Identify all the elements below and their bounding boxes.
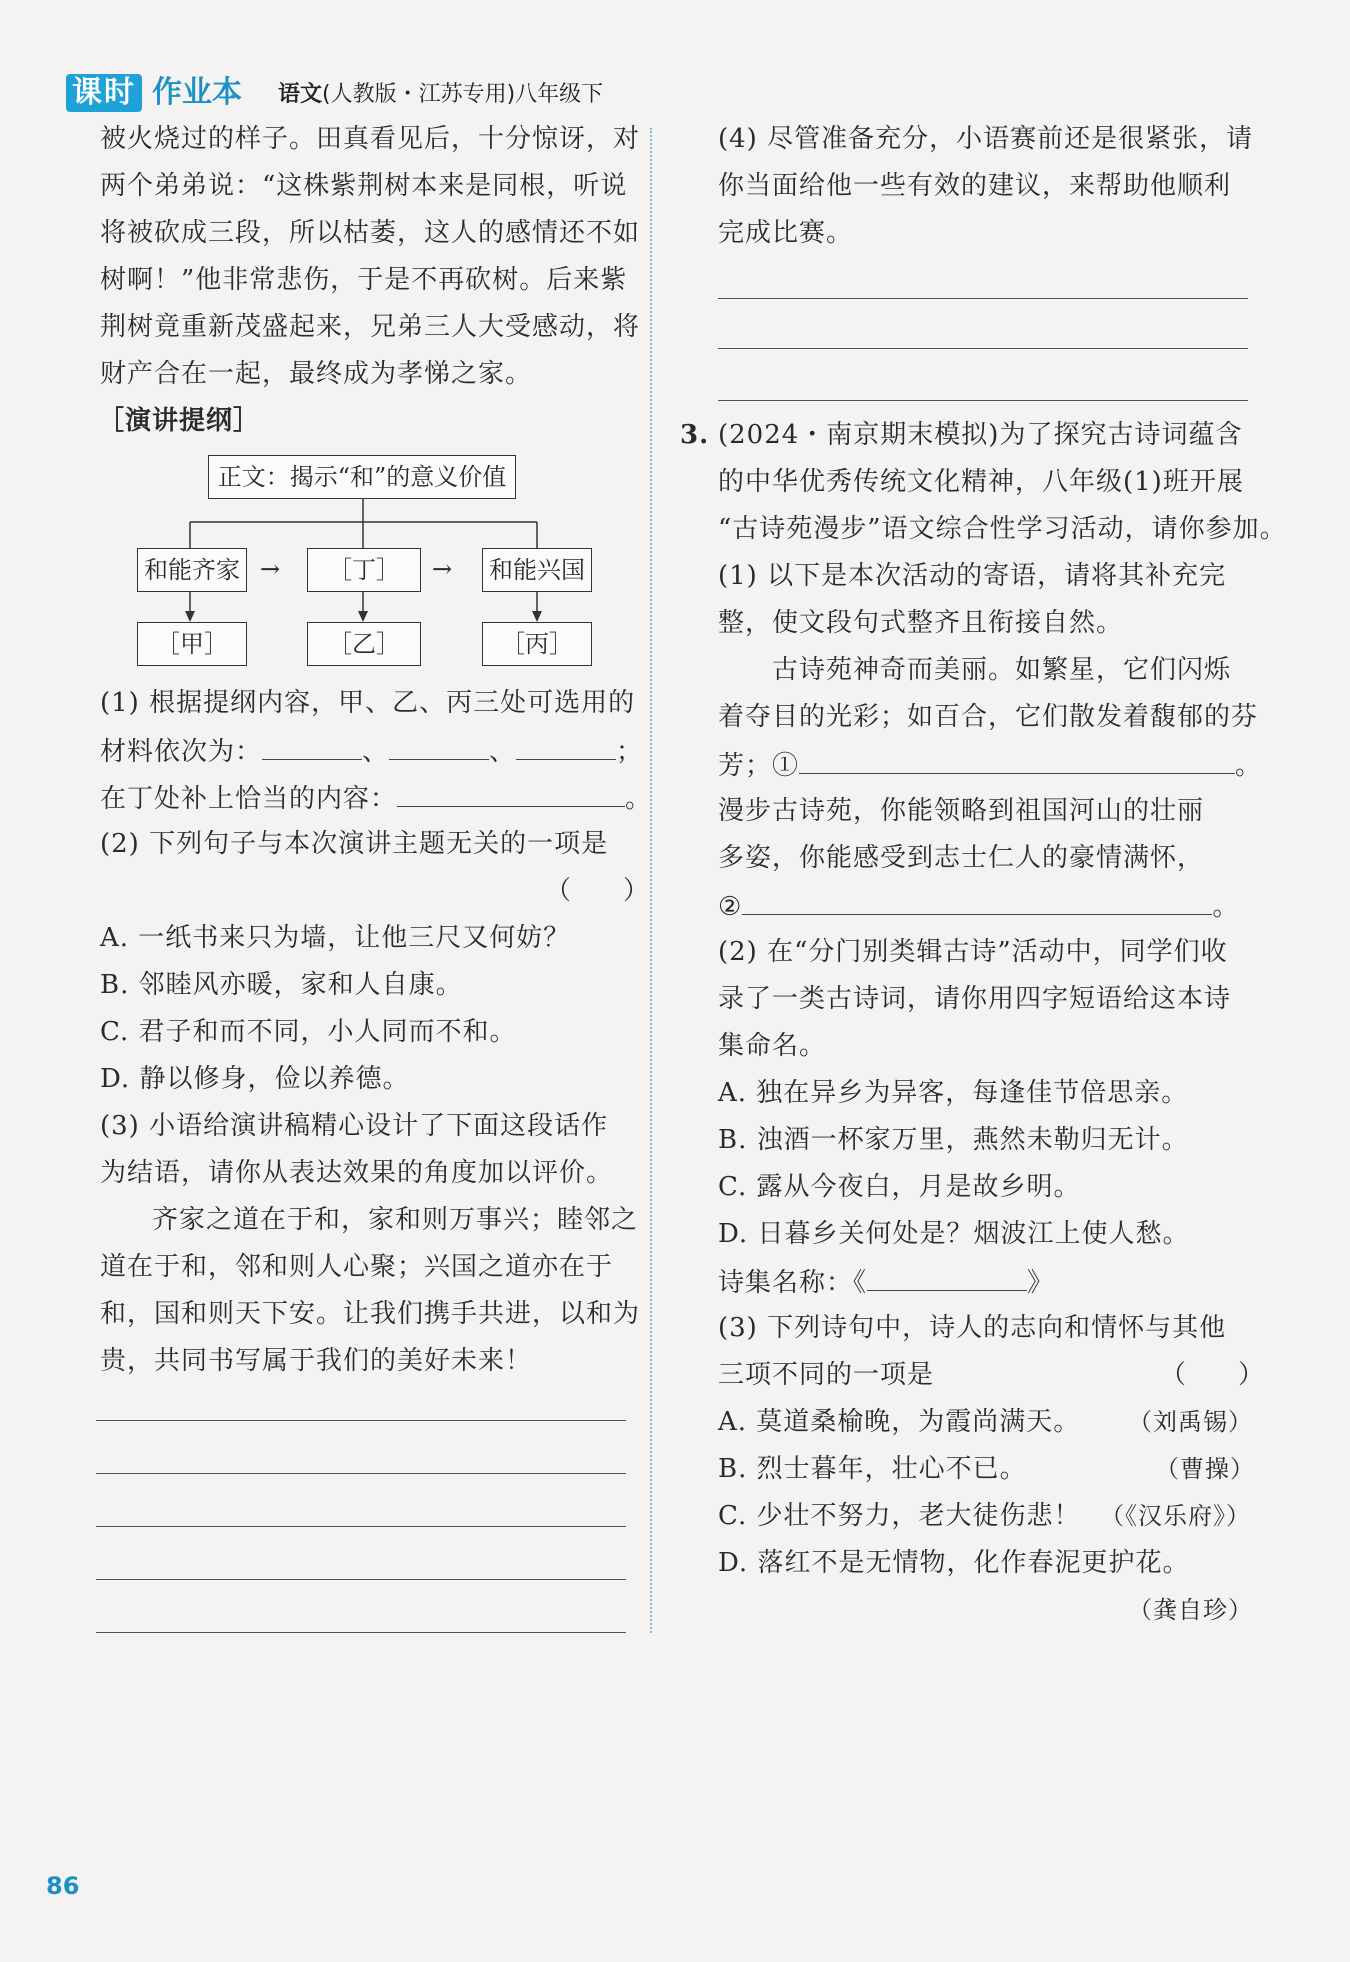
option-source: （龚自珍） bbox=[1128, 1596, 1253, 1624]
semicolon: ； bbox=[616, 737, 644, 767]
separator: 、 bbox=[489, 737, 517, 767]
diagram-box-family: 和能齐家 bbox=[137, 548, 247, 592]
collection-name-blank[interactable] bbox=[867, 1266, 1027, 1291]
quote-line: 齐家之道在于和，家和则万事兴；睦邻之 bbox=[152, 1205, 639, 1235]
diagram-box-bing: ［丙］ bbox=[482, 622, 592, 666]
question-1-ding-prefix: 在丁处补上恰当的内容： bbox=[100, 784, 398, 814]
logo-badge: 课时 bbox=[66, 74, 142, 112]
passage-line: 多姿，你能感受到志士仁人的豪情满怀， bbox=[718, 843, 1205, 873]
passage-line-blank-1 bbox=[718, 749, 1262, 781]
diagram-box-jia: ［甲］ bbox=[137, 622, 247, 666]
answer-paren[interactable]: （ ） bbox=[1160, 1360, 1265, 1390]
diagram-arrow: → bbox=[260, 555, 282, 583]
option-b: B. 烈士暮年，壮心不已。 bbox=[718, 1454, 1027, 1484]
answer-line[interactable] bbox=[718, 348, 1248, 349]
story-line: 被火烧过的样子。田真看见后，十分惊讶，对 bbox=[100, 124, 641, 154]
answer-line[interactable] bbox=[96, 1579, 626, 1580]
option-a: A. 独在异乡为异客，每逢佳节倍思亲。 bbox=[718, 1078, 1189, 1108]
blank-1-prefix: 芳；① bbox=[718, 751, 800, 781]
sub-3-line: (3) 下列诗句中，诗人的志向和情怀与其他 bbox=[718, 1313, 1227, 1343]
sub-1-line: 整，使文段句式整齐且衔接自然。 bbox=[718, 608, 1124, 638]
question-2-line: (2) 下列句子与本次演讲主题无关的一项是 bbox=[100, 829, 609, 859]
edition-label: (人教版・江苏专用)八年级下 bbox=[322, 82, 604, 107]
answer-line[interactable] bbox=[96, 1473, 626, 1474]
answer-line[interactable] bbox=[718, 400, 1248, 401]
option-d: D. 落红不是无情物，化作春泥更护花。 bbox=[718, 1548, 1190, 1578]
answer-line[interactable] bbox=[96, 1526, 626, 1527]
quote-line: 贵，共同书写属于我们的美好未来！ bbox=[100, 1346, 533, 1376]
diagram-top-box: 正文：揭示“和”的意义价值 bbox=[208, 455, 516, 499]
option-d: D. 日暮乡关何处是？烟波江上使人愁。 bbox=[718, 1219, 1190, 1249]
answer-line[interactable] bbox=[718, 298, 1248, 299]
answer-paren[interactable]: （ ） bbox=[545, 876, 650, 906]
diagram-box-nation: 和能兴国 bbox=[482, 548, 592, 592]
sub-2-line: 录了一类古诗词，请你用四字短语给这本诗 bbox=[718, 984, 1232, 1014]
passage-line-blank-2 bbox=[718, 890, 1239, 922]
period: 。 bbox=[1212, 892, 1240, 922]
option-source: （曹操） bbox=[1155, 1455, 1255, 1483]
question-3-number bbox=[680, 420, 709, 450]
diagram-box-ding: ［丁］ bbox=[307, 548, 421, 592]
option-b: B. 邻睦风亦暖，家和人自康。 bbox=[100, 970, 463, 1000]
option-b: B. 浊酒一杯家万里，燕然未勒归无计。 bbox=[718, 1125, 1189, 1155]
option-a: A. 一纸书来只为墙，让他三尺又何妨？ bbox=[100, 923, 571, 953]
answer-blank-yi[interactable] bbox=[389, 735, 489, 760]
question-3-line: 为结语，请你从表达效果的角度加以评价。 bbox=[100, 1158, 614, 1188]
collection-name-suffix: 》 bbox=[1027, 1268, 1055, 1298]
answer-blank-jia[interactable] bbox=[262, 735, 362, 760]
subject-name: 语文 bbox=[278, 82, 323, 107]
brand-title: 作业本 bbox=[152, 75, 242, 110]
option-d: D. 静以修身，俭以养德。 bbox=[100, 1064, 410, 1094]
answer-blank-ding[interactable] bbox=[397, 782, 625, 807]
question-3-intro-line: “古诗苑漫步”语文综合性学习活动，请你参加。 bbox=[718, 514, 1287, 544]
answer-line[interactable] bbox=[96, 1632, 626, 1633]
collection-name-prefix: 诗集名称：《 bbox=[718, 1268, 868, 1298]
sub-3-line: 三项不同的一项是 bbox=[718, 1360, 935, 1390]
option-a: A. 莫道桑榆晚，为霞尚满天。 bbox=[718, 1407, 1081, 1437]
answer-blank-1[interactable] bbox=[799, 749, 1235, 774]
period: 。 bbox=[625, 784, 653, 814]
story-line: 财产合在一起，最终成为孝悌之家。 bbox=[100, 359, 533, 389]
option-source: （《汉乐府》） bbox=[1100, 1502, 1251, 1530]
answer-blank-bing[interactable] bbox=[516, 735, 616, 760]
column-divider bbox=[650, 128, 652, 1633]
option-c: C. 君子和而不同，小人同而不和。 bbox=[100, 1017, 517, 1047]
sub-2-line: 集命名。 bbox=[718, 1031, 827, 1061]
option-c: C. 少壮不努力，老大徒伤悲！ bbox=[718, 1501, 1081, 1531]
question-4-line: 完成比赛。 bbox=[718, 218, 854, 248]
question-4-line: 你当面给他一些有效的建议，来帮助他顺利 bbox=[718, 171, 1232, 201]
question-1-prefix: 材料依次为： bbox=[100, 737, 263, 767]
story-line: 两个弟弟说：“这株紫荆树本来是同根，听说 bbox=[100, 171, 628, 201]
story-line: 树啊！”他非常悲伤，于是不再砍树。后来紫 bbox=[100, 265, 628, 295]
page-number: 86 bbox=[46, 1872, 80, 1900]
blank-2-prefix: ② bbox=[718, 892, 743, 922]
answer-blank-2[interactable] bbox=[742, 890, 1212, 915]
sub-2-line: (2) 在“分门别类辑古诗”活动中，同学们收 bbox=[718, 937, 1228, 967]
question-number: 3. bbox=[680, 420, 710, 450]
option-c: C. 露从今夜白，月是故乡明。 bbox=[718, 1172, 1081, 1202]
quote-line: 道在于和，邻和则人心聚；兴国之道亦在于 bbox=[100, 1252, 614, 1282]
diagram-arrow: → bbox=[432, 555, 454, 583]
sub-1-line: (1) 以下是本次活动的寄语，请将其补充完 bbox=[718, 561, 1227, 591]
outline-title: ［演讲提纲］ bbox=[98, 406, 261, 436]
story-line: 荆树竟重新茂盛起来，兄弟三人大受感动，将 bbox=[100, 312, 641, 342]
option-source: （刘禹锡） bbox=[1128, 1408, 1253, 1436]
period: 。 bbox=[1235, 751, 1263, 781]
collection-name-line bbox=[718, 1266, 1054, 1298]
answer-line[interactable] bbox=[96, 1420, 626, 1421]
passage-line: 着夺目的光彩；如百合，它们散发着馥郁的芬 bbox=[718, 702, 1259, 732]
question-3-line: (3) 小语给演讲稿精心设计了下面这段话作 bbox=[100, 1111, 609, 1141]
question-1-ding-line bbox=[100, 782, 652, 814]
question-4-line: (4) 尽管准备充分，小语赛前还是很紧张，请 bbox=[718, 124, 1254, 154]
diagram-box-yi: ［乙］ bbox=[307, 622, 421, 666]
question-3-intro-line: 的中华优秀传统文化精神，八年级(1)班开展 bbox=[718, 467, 1244, 497]
passage-line: 古诗苑神奇而美丽。如繁星，它们闪烁 bbox=[772, 655, 1232, 685]
story-line: 将被砍成三段，所以枯萎，这人的感情还不如 bbox=[100, 218, 641, 248]
separator: 、 bbox=[362, 737, 390, 767]
question-1-line: (1) 根据提纲内容，甲、乙、丙三处可选用的 bbox=[100, 688, 636, 718]
question-1-answer-line bbox=[100, 735, 643, 767]
quote-line: 和，国和则天下安。让我们携手共进，以和为 bbox=[100, 1299, 641, 1329]
question-3-intro-line: (2024・南京期末模拟)为了探究古诗词蕴含 bbox=[718, 420, 1243, 450]
passage-line: 漫步古诗苑，你能领略到祖国河山的壮丽 bbox=[718, 796, 1205, 826]
